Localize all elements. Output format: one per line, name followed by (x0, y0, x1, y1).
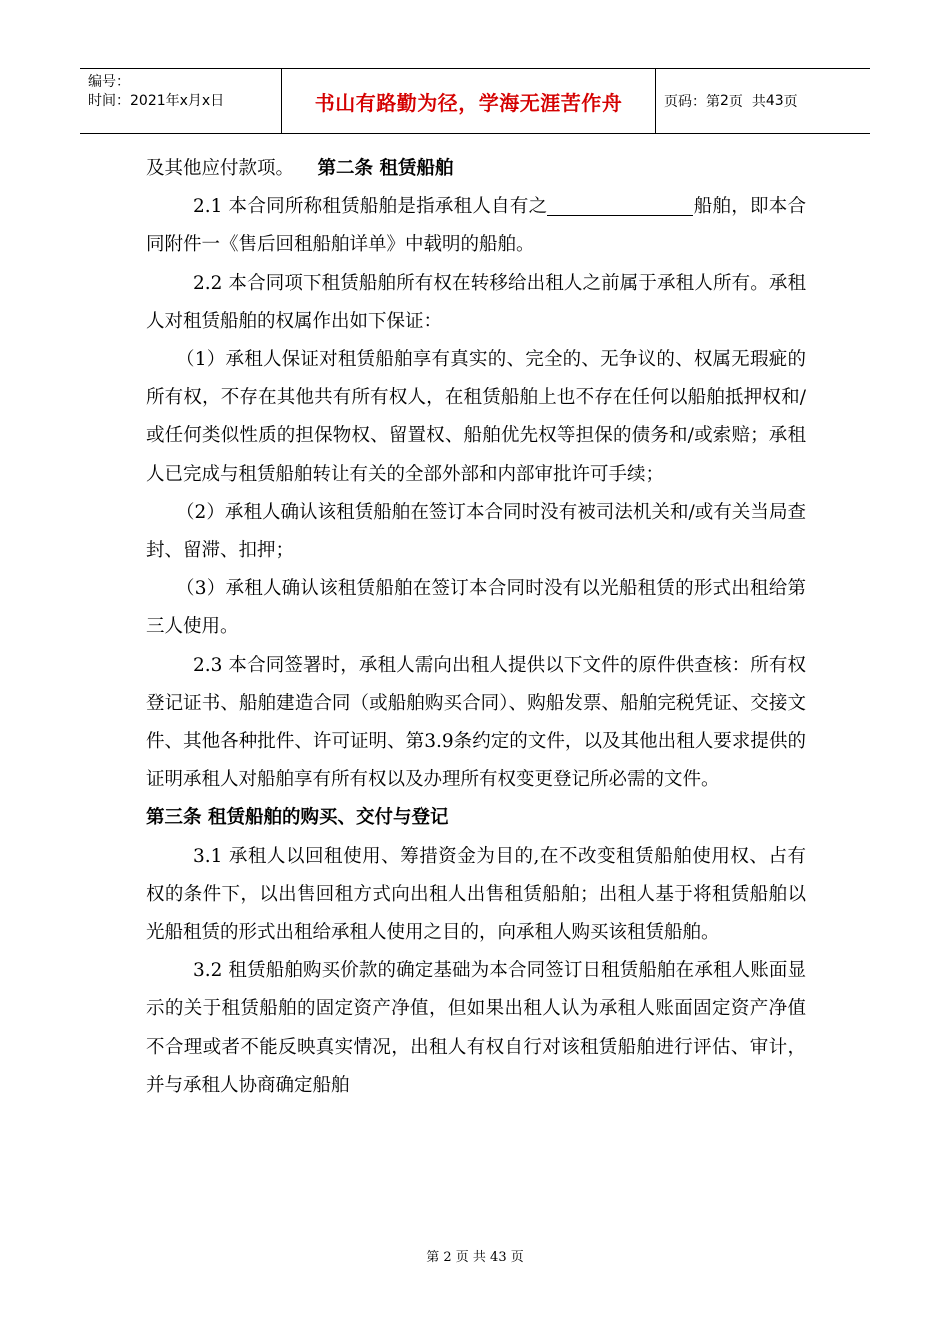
header-page-info (656, 69, 870, 133)
page-num: 2 (720, 93, 729, 109)
clause-2-1-text-b: 船舶，即本合同附件一《售后回租船舶详单》中载明的船舶。 (146, 196, 806, 256)
page-total: 43 (765, 93, 784, 109)
page-header (80, 68, 870, 134)
clause-2-1 (146, 188, 806, 264)
fill-in-blank (547, 193, 693, 216)
page-footer: 第 2 页 共 43 页 (426, 1250, 524, 1265)
clause-2-2: 2.2 本合同项下租赁船舶所有权在转移给出租人之前属于承租人所有。承租人对租赁船舶的权属作出如下保证： (146, 272, 806, 332)
clause-2-1-text-a: 2.1 本合同所称租赁船舶是指承租人自有之 (193, 196, 548, 218)
page-mid: 页 共 (728, 94, 766, 110)
article-2-heading: 第二条 租赁船舶 (317, 158, 454, 179)
article-3-heading: 第三条 租赁船舶的购买、交付与登记 (146, 807, 449, 829)
clause-2-2-item-3: （3）承租人确认该租赁船舶在签订本合同时没有以光船租赁的形式出租给第三人使用。 (146, 578, 806, 638)
header-motto: 书山有路勤为径，学海无涯苦作舟 (282, 69, 656, 133)
paragraph-1-text: 及其他应付款项。 (146, 158, 295, 179)
page-suffix: 页 (783, 94, 798, 110)
clause-3-2: 3.2 租赁船舶购买价款的确定基础为本合同签订日租赁船舶在承租人账面显示的关于租赁船舶的固定资产净值，但如果出租人认为承租人账面固定资产净值不合理或者不能反映真实情况，出租人有权自行对该租赁船舶进行评估、审计，并与承租人协商确定船舶 (146, 960, 806, 1096)
clause-2-3: 2.3 本合同签署时，承租人需向出租人提供以下文件的原件供查核：所有权登记证书、船舶建造合同（或船舶购买合同）、购船发票、船舶完税凭证、交接文件、其他各种批件、许可证明、第3.9条约定的文件，以及其他出租人要求提供的证明承租人对船舶享有所有权以及办理所有权变更登记所必需的文件。 (146, 654, 806, 791)
clause-2-2-item-1: （1）承租人保证对租赁船舶享有真实的、完全的、无争议的、权属无瑕疵的所有权，不存在其他共有所有权人，在租赁船舶上也不存在任何以船舶抵押权和/或任何类似性质的担保物权、留置权、船舶优先权等担保的债务和/或索赔；承租人已完成与租赁船舶转让有关的全部外部和内部审批许可手续； (146, 349, 806, 485)
clause-2-2-item-2: （2）承租人确认该租赁船舶在签订本合同时没有被司法机关和/或有关当局查封、留滞、扣押； (146, 501, 806, 562)
paragraph-1 (146, 150, 806, 188)
serial-label: 编号： (88, 74, 130, 90)
page-prefix: 页码：第 (664, 94, 720, 110)
header-meta (80, 69, 282, 133)
document-body (146, 150, 806, 1105)
time-label: 时间：2021年x月x日 (88, 93, 225, 109)
clause-3-1: 3.1 承租人以回租使用、筹措资金为目的,在不改变租赁船舶使用权、占有权的条件下，以出售回租方式向出租人出售租赁船舶；出租人基于将租赁船舶以光船租赁的形式出租给承租人使用之目的，向承租人购买该租赁船舶。 (146, 845, 806, 944)
